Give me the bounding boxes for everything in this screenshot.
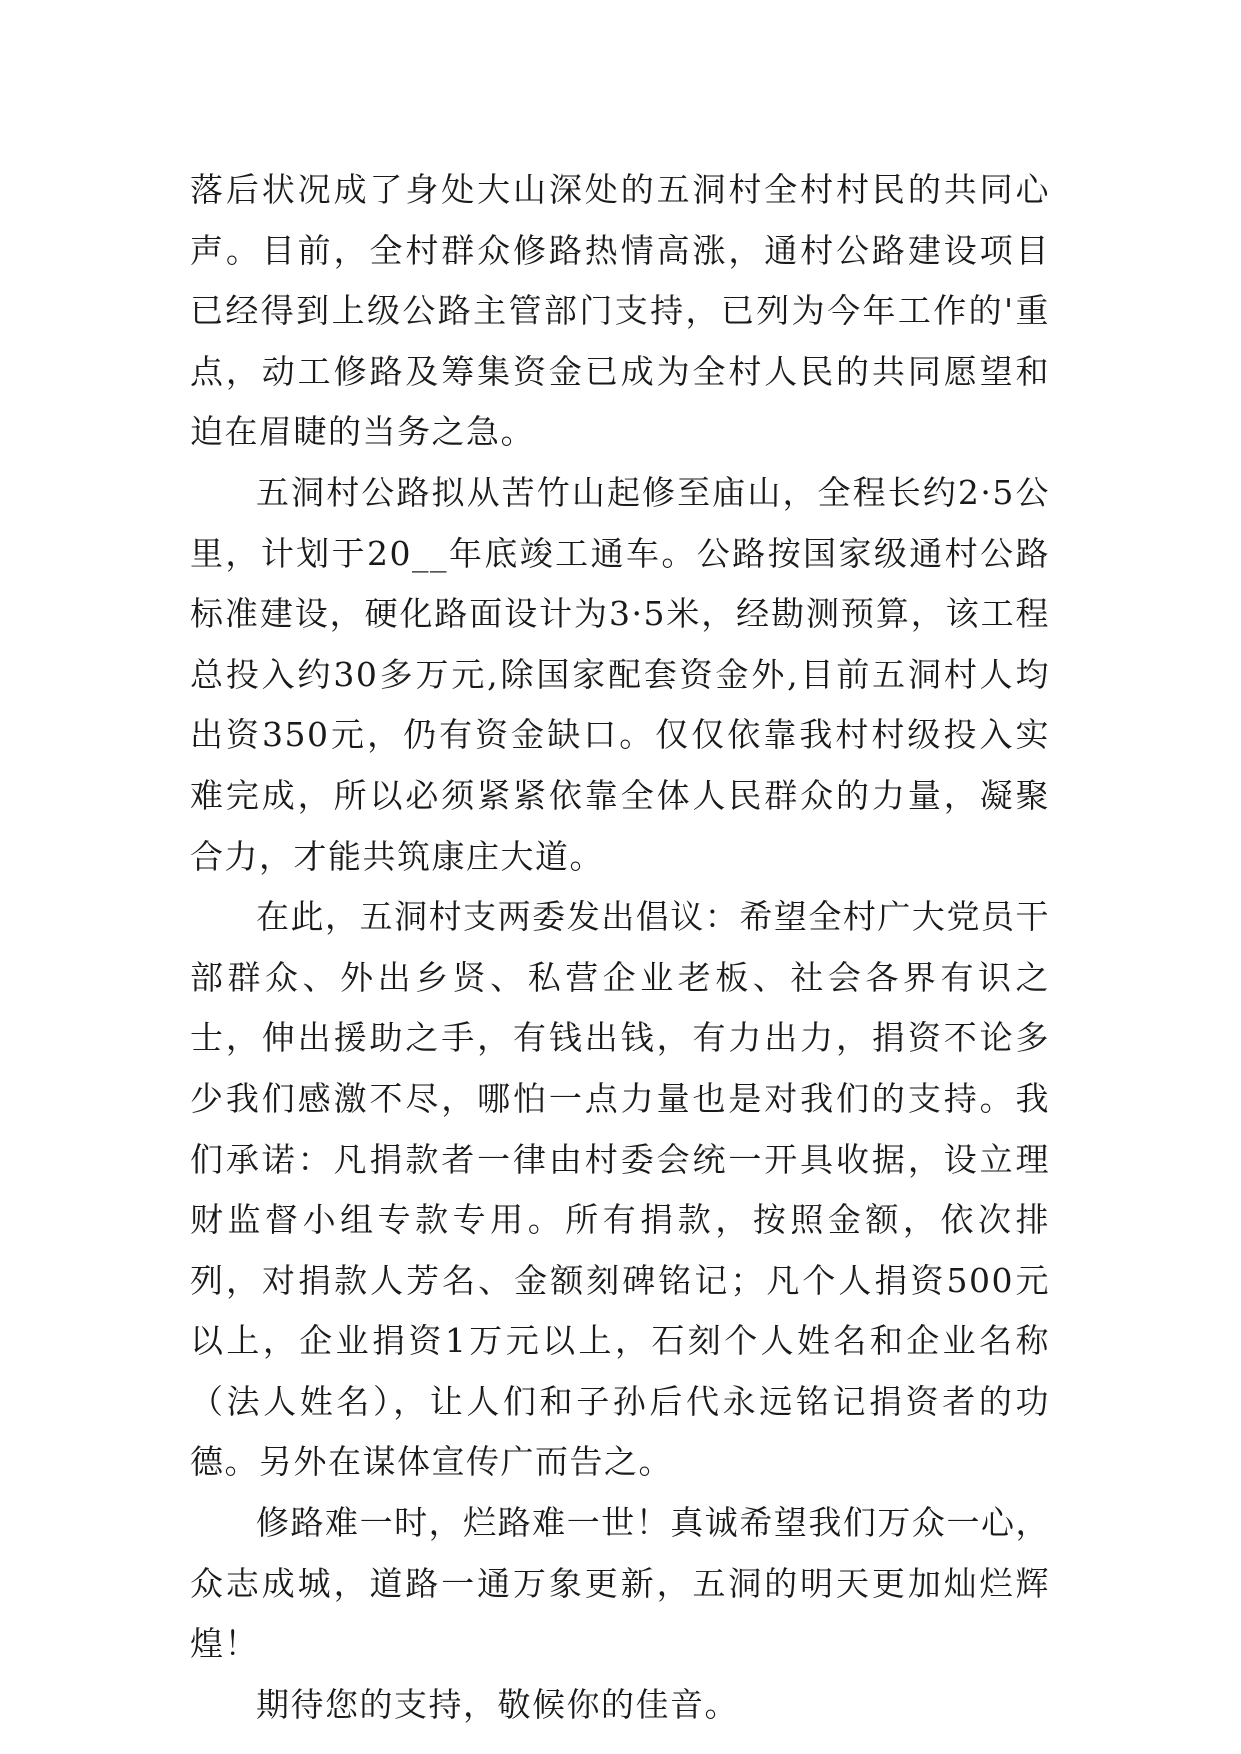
- paragraph-appeal: 修路难一时，烂路难一世！真诚希望我们万众一心，众志成城，道路一通万象更新，五洞的明天更加灿烂辉煌！: [190, 1503, 1050, 1664]
- paragraph-road-plan: 五洞村公路拟从苦竹山起修至庙山，全程长约2·5公里，计划于20__年底竣工通车。公路按国家级通村公路标准建设，硬化路面设计为3·5米，经勘测预算，该工程总投入约30多万元,除国家配套资金外,目前五洞村人均出资350元，仍有资金缺口。仅仅依靠我村村级投入实难完成，所以必须紧紧依靠全体人民群众的力量，凝聚合力，才能共筑康庄大道。: [190, 472, 1050, 876]
- paragraph-continuation: 落后状况成了身处大山深处的五洞村全村村民的共同心声。目前，全村群众修路热情高涨，通村公路建设项目已经得到上级公路主管部门支持，已列为今年工作的'重点，动工修路及筹集资金已成为全村人民的共同愿望和迫在眉睫的当务之急。: [190, 170, 1050, 452]
- paragraph-closing: 期待您的支持，敬候你的佳音。: [256, 1684, 739, 1724]
- paragraph-initiative: 在此，五洞村支两委发出倡议：希望全村广大党员干部群众、外出乡贤、私营企业老板、社会各界有识之士，伸出援助之手，有钱出钱，有力出力，捐资不论多少我们感激不尽，哪怕一点力量也是对我们的支持。我们承诺：凡捐款者一律由村委会统一开具收据，设立理财监督小组专款专用。所有捐款，按照金额，依次排列，对捐款人芳名、金额刻碑铭记；凡个人捐资500元以上，企业捐资1万元以上，石刻个人姓名和企业名称（法人姓名），让人们和子孙后代永远铭记捐资者的功德。另外在谋体宣传广而告之。: [190, 897, 1050, 1482]
- document-body: [190, 160, 1050, 1735]
